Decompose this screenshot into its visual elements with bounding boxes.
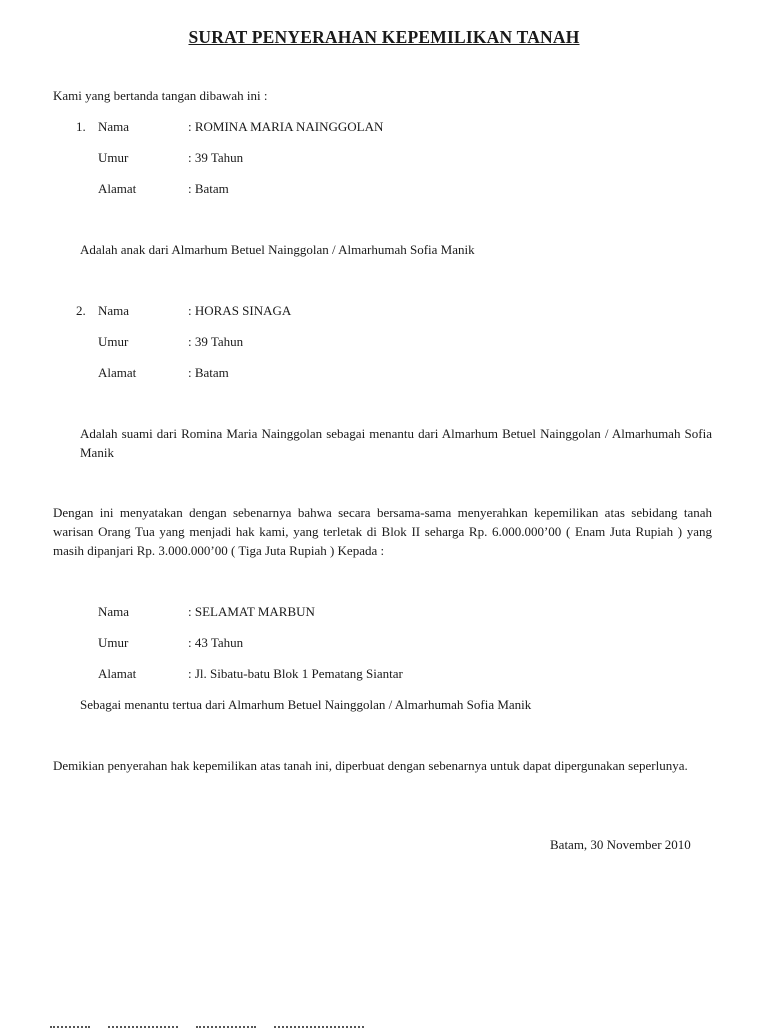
recipient-address-label: Alamat bbox=[98, 666, 137, 681]
person-2-address-value: : Batam bbox=[188, 365, 229, 380]
person-2-age-label: Umur bbox=[98, 334, 129, 349]
person-1-name-value: : ROMINA MARIA NAINGGOLAN bbox=[188, 119, 384, 134]
person-2-age-value: : 39 Tahun bbox=[188, 334, 244, 349]
person-1-name-label: Nama bbox=[98, 119, 130, 134]
place-date: Batam, 30 November 2010 bbox=[550, 837, 691, 852]
person-1-number: 1. bbox=[76, 119, 86, 134]
person-1-relation: Adalah anak dari Almarhum Betuel Nainggolan / Almarhumah Sofia Manik bbox=[80, 242, 475, 257]
person-1-age-value: : 39 Tahun bbox=[188, 150, 244, 165]
person-1-address-label: Alamat bbox=[98, 181, 137, 196]
recipient-name-label: Nama bbox=[98, 604, 130, 619]
person-1-address-value: : Batam bbox=[188, 181, 229, 196]
recipient-name-value: : SELAMAT MARBUN bbox=[188, 604, 315, 619]
person-2-address-label: Alamat bbox=[98, 365, 137, 380]
recipient-age-value: : 43 Tahun bbox=[188, 635, 244, 650]
person-2-relation: Adalah suami dari Romina Maria Nainggolan sebagai menantu dari Almarhum Betuel Nainggolan / Almarhumah Sofia Manik bbox=[80, 426, 712, 460]
closing-paragraph: Demikian penyerahan hak kepemilikan atas tanah ini, diperbuat dengan sebenarnya untuk dapat dipergunakan seperlunya. bbox=[53, 758, 688, 773]
recipient-relation: Sebagai menantu tertua dari Almarhum Betuel Nainggolan / Almarhumah Sofia Manik bbox=[80, 697, 532, 712]
recipient-address-value: : Jl. Sibatu-batu Blok 1 Pematang Siantar bbox=[188, 666, 403, 681]
intro-text: Kami yang bertanda tangan dibawah ini : bbox=[53, 88, 268, 103]
document-title: SURAT PENYERAHAN KEPEMILIKAN TANAH bbox=[188, 27, 580, 47]
person-2-number: 2. bbox=[76, 303, 86, 318]
cut-off-text-line bbox=[50, 1014, 410, 1028]
recipient-age-label: Umur bbox=[98, 635, 129, 650]
person-2-name-value: : HORAS SINAGA bbox=[188, 303, 292, 318]
person-1-age-label: Umur bbox=[98, 150, 129, 165]
statement-paragraph: Dengan ini menyatakan dengan sebenarnya bahwa secara bersama-sama menyerahkan kepemilikan atas sebidang tanah warisan Orang Tua yang menjadi hak kami, yang terletak di Blok II seharga Rp. 6.000.000’00 ( Enam Juta Rupiah ) yang masih dipanjari Rp. 3.000.000’00 ( Tiga Juta Rupiah ) Kepada : bbox=[53, 505, 712, 558]
person-2-name-label: Nama bbox=[98, 303, 130, 318]
